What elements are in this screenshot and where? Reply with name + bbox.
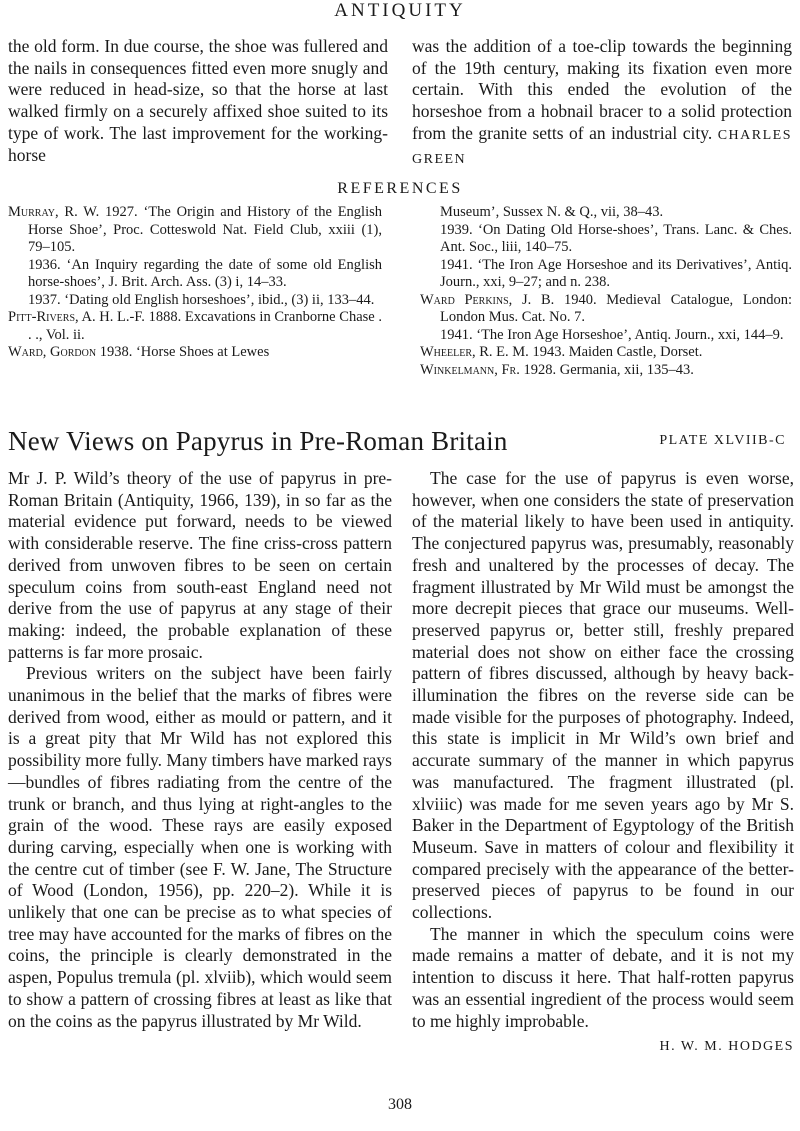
reference-text: 1941. ‘The Iron Age Horseshoe and its Derivatives’, Antiq. Journ., xxi, 9–27; and n. 238. (440, 256, 792, 290)
continuation-right-body: was the addition of a toe-clip towards the beginning of the 19th century, making its fixation even more certain. With this ended the evolution of the horseshoe from a hobnail bracer to a solid protection from the granite setts of an industrial city. (412, 36, 792, 143)
reference-entry (420, 204, 792, 222)
reference-entry (420, 344, 792, 362)
article-signature (412, 1034, 794, 1058)
article-right-column (412, 468, 794, 1058)
reference-entry (420, 222, 792, 257)
reference-text: 1927. ‘The Origin and History of the English Horse Shoe’, Proc. Cotteswold Nat. Field Club, xxiii (1), 79–105. (28, 204, 382, 255)
reference-entry (420, 292, 792, 327)
reference-author: Wheeler, R. E. M. (420, 344, 529, 360)
article-title: New Views on Papyrus in Pre-Roman Britain (8, 426, 508, 456)
reference-author: Ward Perkins, J. B. (420, 291, 555, 308)
article-left-column (8, 468, 392, 1032)
reference-text: 1937. ‘Dating old English horseshoes’, ibid., (3) ii, 133–44. (28, 291, 375, 308)
references-heading: REFERENCES (337, 180, 463, 197)
references-right-column (420, 204, 792, 379)
continuation-left-column (8, 36, 388, 166)
reference-entry (420, 257, 792, 292)
reference-text: 1938. ‘Horse Shoes at Lewes (96, 344, 270, 360)
running-head: ANTIQUITY (334, 0, 466, 21)
reference-entry (8, 309, 382, 344)
reference-entry (8, 204, 382, 257)
article-paragraph: Previous writers on the subject have been fairly unanimous in the belief that the marks of fibres were derived from wood, either as mould or pattern, and it is a great pity that Mr Wild has not explored this possibility more fully. Many timbers have marked rays—bundles of fibres radiating from the centre of the trunk or branch, and thus lying at right-angles to the grain of the wood. These rays are easily exposed during carving, especially when one is working with the centre cut of timber (see F. W. Jane, The Structure of Wood (London, 1956), pp. 220–2). While it is unlikely that one can be precise as to what species of tree may have accounted for the marks of fibres on the coins, the principle is clearly demonstrated in the aspen, Populus tremula (pl. xlviib), which would seem to show a pattern of crossing fibres at least as like that on the coins as the papyrus illustrated by Mr Wild. (8, 663, 392, 1031)
article-paragraph: Mr J. P. Wild’s theory of the use of papyrus in pre-Roman Britain (Antiquity, 1966, 139), in so far as the material evidence put forward, needs to be viewed with considerable reserve. The fine criss-cross pattern derived from unwoven fibres to be seen on certain speculum coins from south-east England need not derive from the use of papyrus at any stage of their making: indeed, the probable explanation of these patterns is far more prosaic. (8, 468, 392, 662)
reference-text: 1936. ‘An Inquiry regarding the date of some old English horse-shoes’, J. Brit. Arch. Ass. (3) i, 14–33. (28, 256, 382, 290)
reference-author: Winkelmann, Fr. (420, 361, 520, 378)
reference-text: 1928. Germania, xii, 135–43. (519, 361, 694, 378)
plate-reference: PLATE XLVIIB-C (659, 433, 786, 448)
reference-text: 1888. Excavations in Cranborne Chase . . ., Vol. ii. (28, 309, 383, 343)
continuation-left-text: the old form. In due course, the shoe was fullered and the nails in consequences fitted even more snugly and were reduced in head-size, so that the horse at last walked firmly on a securely affixed shoe suited to its type of work. The last improvement for the working-horse (8, 36, 388, 165)
reference-entry (8, 257, 382, 292)
reference-entry (420, 327, 792, 345)
article-author: H. W. M. HODGES (659, 1039, 794, 1055)
continuation-right-text (412, 36, 792, 170)
reference-author: Murray, R. W. (8, 204, 100, 220)
reference-text: Museum’, Sussex N. & Q., vii, 38–43. (440, 204, 664, 220)
reference-author: Pitt-Rivers, A. H. L.-F. (8, 309, 145, 325)
article-paragraph: The manner in which the speculum coins were made remains a matter of debate, and it is not my intention to discuss it here. That half-rotten papyrus was an essential ingredient of the process would seem to me highly improbable. (412, 923, 794, 1031)
article-paragraph: The case for the use of papyrus is even worse, however, when one considers the state of preservation of the material likely to have been used in antiquity. The conjectured papyrus was, presumably, reasonably fresh and unaltered by the processes of decay. The fragment illustrated by Mr Wild must be amongst the more decrepit pieces that grace our museums. Well-preserved papyrus or, better still, freshly prepared material does not show on either face the crossing pattern of fibres discussed, although by heavy back-illumination the fibres on the reverse side can be made visible for the purposes of photography. Indeed, this state is implicit in Mr Wild’s own brief and accurate summary of the manner in which papyrus was manufactured. The fragment illustrated (pl. xlviiic) was made for me seven years ago by Mr S. Baker in the Department of Egyptology of the British Museum. Save in matters of colour and flexibility it compared precisely with the appearance of the better-preserved pieces of papyrus to be found in our collections. (412, 468, 794, 923)
reference-author: Ward, Gordon (8, 344, 97, 360)
reference-text: 1943. Maiden Castle, Dorset. (528, 344, 703, 360)
continuation-author: CHARLES GREEN (412, 127, 793, 167)
reference-entry (420, 362, 792, 380)
page-number: 308 (388, 1096, 412, 1113)
reference-text: 1940. Medieval Catalogue, London: London Mus. Cat. No. 7. (440, 291, 792, 325)
continuation-right-column (412, 36, 792, 170)
reference-text: 1941. ‘The Iron Age Horseshoe’, Antiq. Journ., xxi, 144–9. (440, 326, 784, 343)
reference-entry (8, 344, 382, 362)
references-left-column (8, 204, 382, 362)
reference-entry (8, 292, 382, 310)
reference-text: 1939. ‘On Dating Old Horse-shoes’, Trans. Lanc. & Ches. Ant. Soc., liii, 140–75. (440, 221, 792, 255)
